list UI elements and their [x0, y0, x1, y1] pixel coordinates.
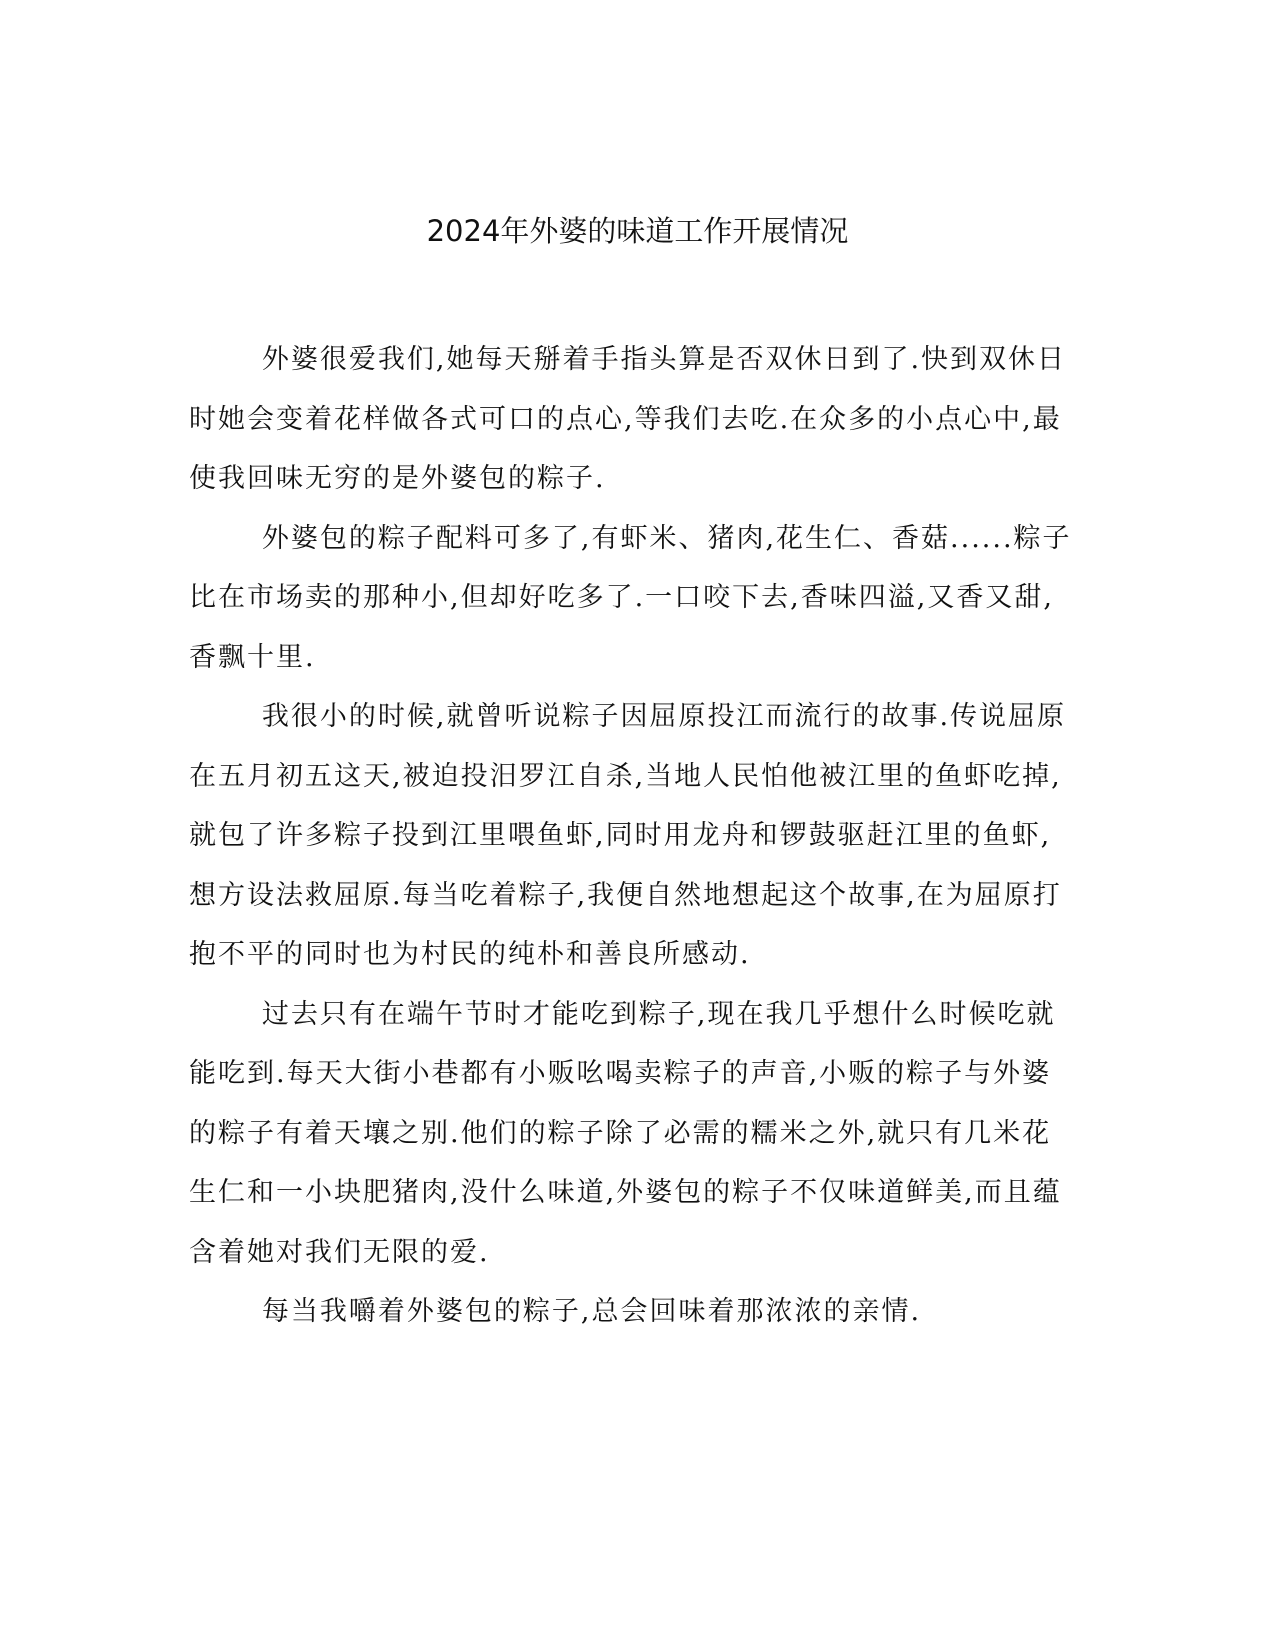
paragraph-2: 外婆包的粽子配料可多了,有虾米、猪肉,花生仁、香菇......粽子比在市场卖的那种小,但却好吃多了.一口咬下去,香味四溢,又香又甜,香飘十里.	[189, 522, 1072, 673]
paragraph-1: 外婆很爱我们,她每天掰着手指头算是否双休日到了.快到双休日时她会变着花样做各式可口的点心,等我们去吃.在众多的小点心中,最使我回味无穷的是外婆包的粽子.	[189, 344, 1067, 494]
document-body	[189, 330, 1080, 1342]
paragraph-5: 每当我嚼着外婆包的粽子,总会回味着那浓浓的亲情.	[261, 1296, 922, 1327]
document-title: 2024年外婆的味道工作开展情况	[426, 214, 849, 248]
paragraph-3: 我很小的时候,就曾听说粽子因屈原投江而流行的故事.传说屈原在五月初五这天,被迫投汨罗江自杀,当地人民怕他被江里的鱼虾吃掉,就包了许多粽子投到江里喂鱼虾,同时用龙舟和锣鼓驱赶江里的鱼虾,想方设法救屈原.每当吃着粽子,我便自然地想起这个故事,在为屈原打抱不平的同时也为村民的纯朴和善良所感动.	[189, 701, 1067, 970]
paragraph-4: 过去只有在端午节时才能吃到粽子,现在我几乎想什么时候吃就能吃到.每天大街小巷都有小贩吆喝卖粽子的声音,小贩的粽子与外婆的粽子有着天壤之别.他们的粽子除了必需的糯米之外,就只有几米花生仁和一小块肥猪肉,没什么味道,外婆包的粽子不仅味道鲜美,而且蕴含着她对我们无限的爱.	[189, 998, 1062, 1268]
